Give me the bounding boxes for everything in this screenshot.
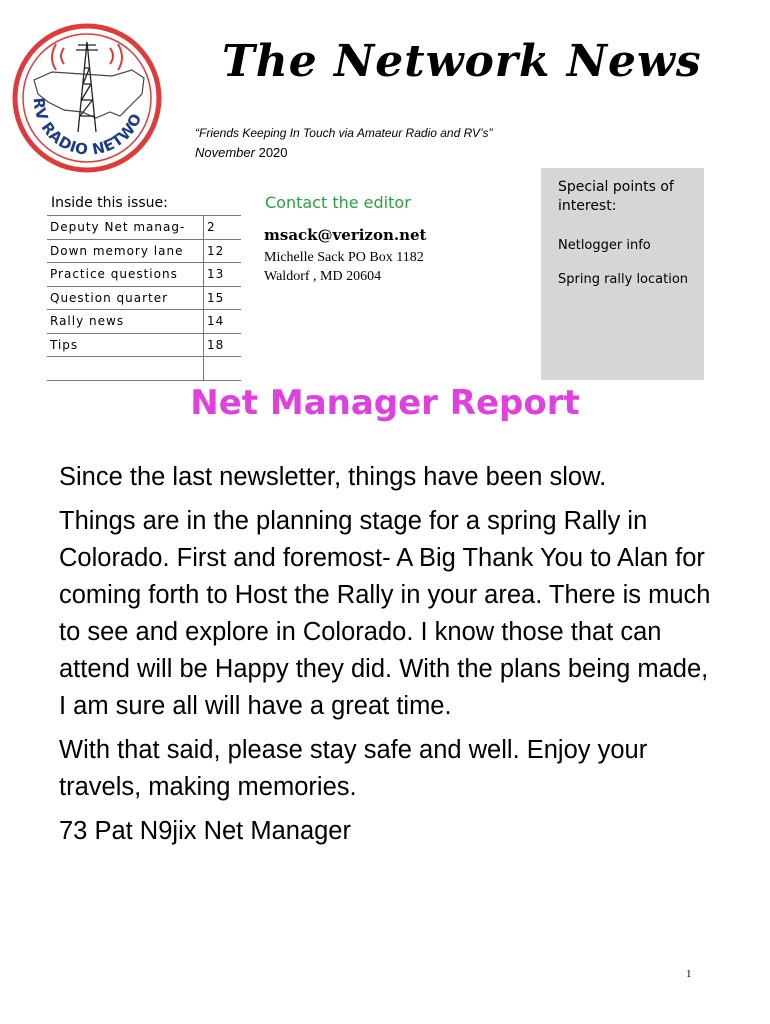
inside-issue-table	[47, 215, 241, 381]
issue-item	[47, 357, 204, 381]
issue-item: Question quarter	[47, 286, 204, 310]
report-paragraph: Things are in the planning stage for a spring Rally in Colorado. First and foremost- A Big Thank You to Alan for coming forth to Host the Rally in your area. There is much to see and explore in Colorado. I know those that can attend will be Happy they did. With the plans being made, I am sure all will have a great time.	[59, 507, 711, 720]
issue-page: 12	[204, 239, 242, 263]
sidebar-item: Netlogger info	[558, 238, 651, 253]
issue-month: November	[195, 145, 255, 160]
inside-issue-title: Inside this issue:	[51, 195, 168, 211]
issue-date	[195, 145, 288, 160]
issue-page: 18	[204, 333, 242, 357]
table-row	[47, 216, 241, 240]
newsletter-title: The Network News	[222, 36, 702, 87]
report-body	[59, 459, 719, 857]
table-row	[47, 286, 241, 310]
issue-page	[204, 357, 242, 381]
page-number: 1	[686, 968, 692, 980]
sidebar-title: Special points of interest:	[558, 179, 674, 214]
tagline: “Friends Keeping In Touch via Amateur Radio and RV’s”	[195, 126, 493, 140]
issue-year: 2020	[258, 145, 288, 160]
editor-address-line-1: Michelle Sack PO Box 1182	[264, 250, 424, 265]
report-signature: 73 Pat N9jix Net Manager	[59, 817, 351, 845]
issue-page: 14	[204, 310, 242, 334]
report-heading: Net Manager Report	[190, 383, 580, 423]
report-paragraph: Since the last newsletter, things have been slow.	[59, 463, 607, 491]
report-paragraph: With that said, please stay safe and well. Enjoy your travels, making memories.	[59, 736, 648, 801]
issue-page: 2	[204, 216, 242, 240]
issue-page: 13	[204, 263, 242, 287]
table-row	[47, 263, 241, 287]
editor-email-link[interactable]: msack@verizon.net	[264, 226, 427, 244]
table-row	[47, 333, 241, 357]
issue-page: 15	[204, 286, 242, 310]
table-row	[47, 357, 241, 381]
table-row	[47, 239, 241, 263]
issue-item: Practice questions	[47, 263, 204, 287]
sidebar-item: Spring rally location	[558, 272, 689, 287]
special-points-sidebar	[541, 168, 704, 380]
rv-radio-network-logo	[12, 20, 162, 176]
table-row	[47, 310, 241, 334]
issue-item: Tips	[47, 333, 204, 357]
issue-item: Down memory lane	[47, 239, 204, 263]
issue-item: Rally news	[47, 310, 204, 334]
editor-address-line-2: Waldorf , MD 20604	[264, 269, 382, 284]
contact-editor-title: Contact the editor	[265, 193, 411, 212]
issue-item: Deputy Net manag-	[47, 216, 204, 240]
svg-text:RV RADIO NETWORK: RV RADIO NETWO	[29, 96, 146, 159]
